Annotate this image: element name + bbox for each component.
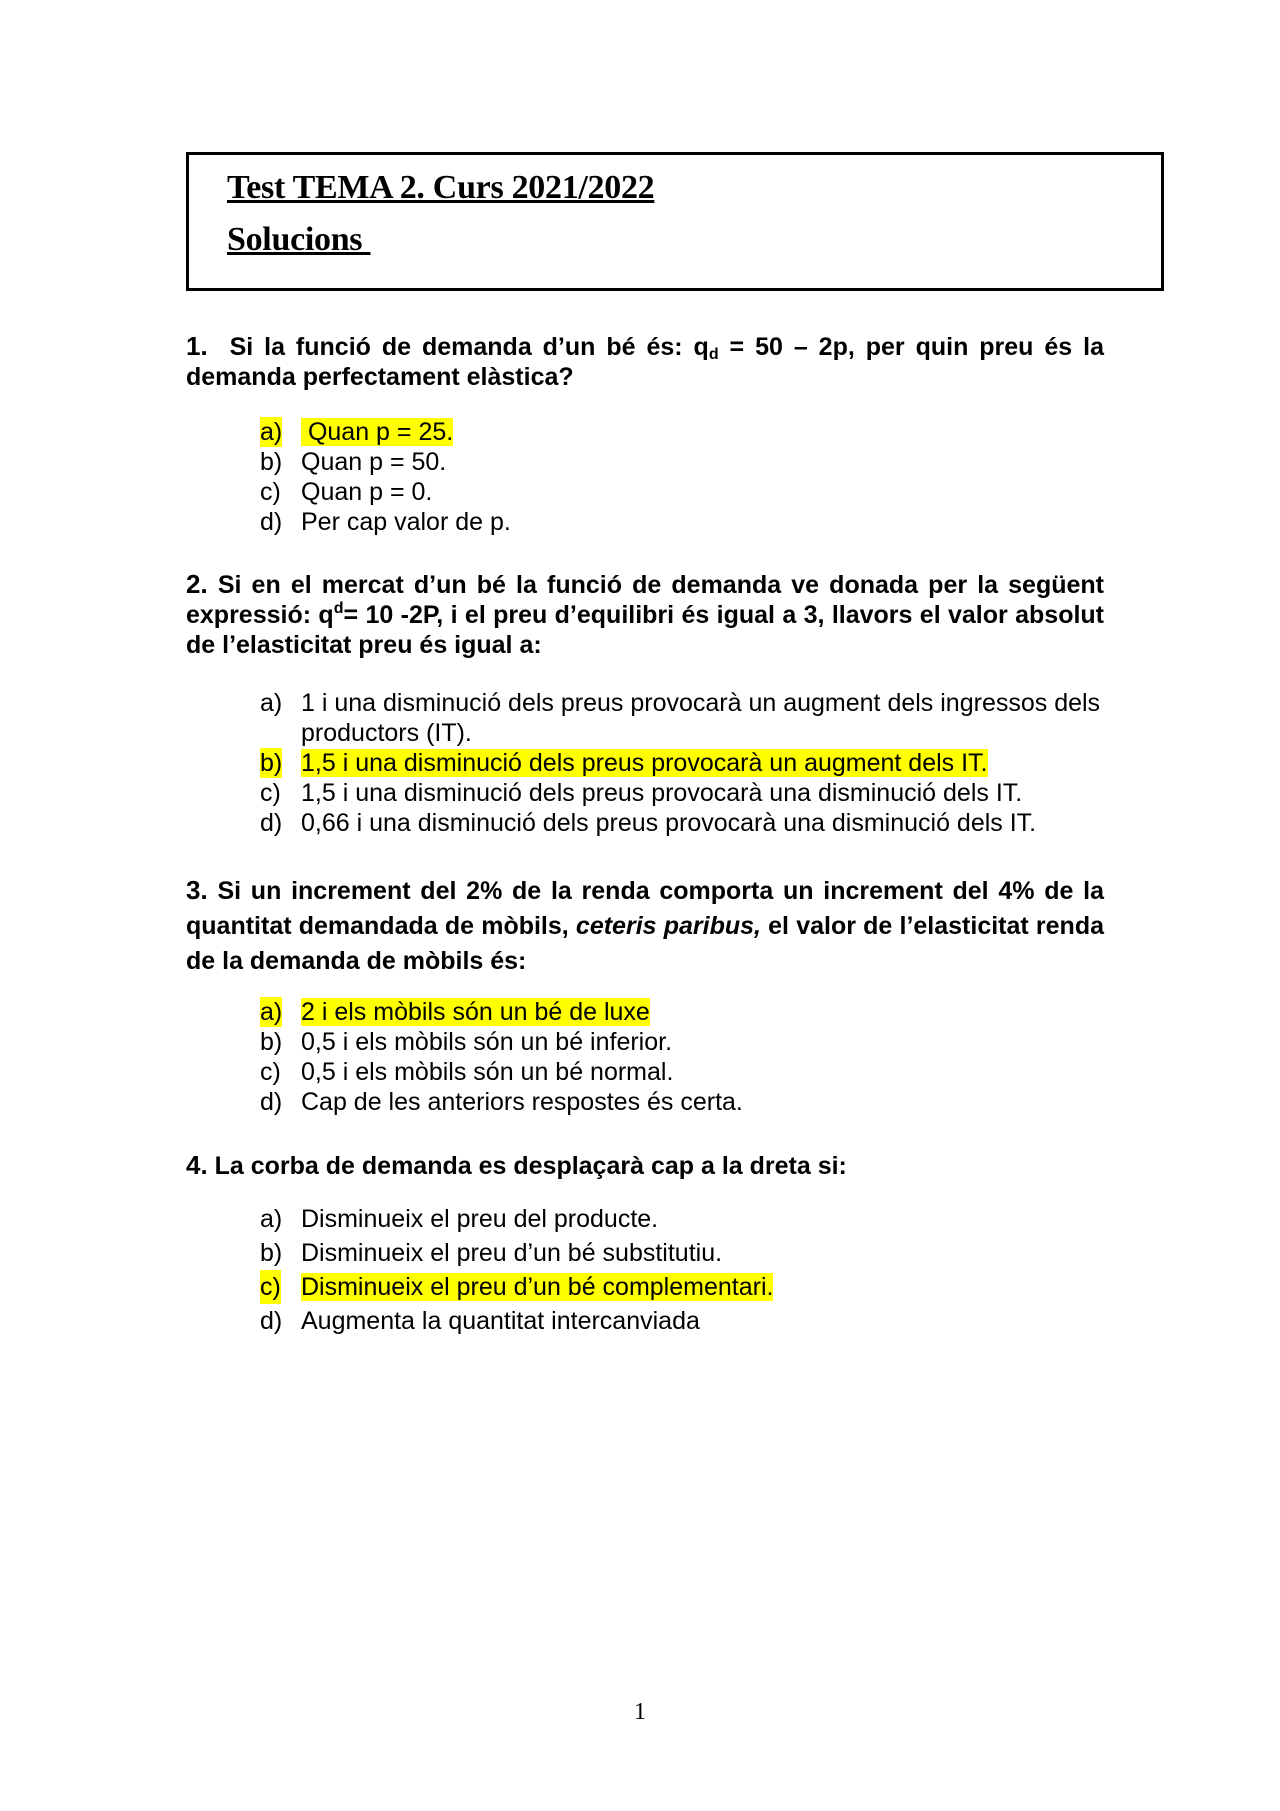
option-letter: d) (260, 1307, 283, 1335)
option-1d[interactable] (260, 507, 511, 537)
option-letter: b) (260, 1028, 283, 1056)
question-text: Si en el mercat d’un bé la funció de demanda ve donada per la següent expressió: q (186, 571, 1104, 629)
option-2a[interactable] (260, 688, 1131, 748)
options-list-1 (260, 417, 511, 537)
option-text: Quan p = 50. (301, 448, 447, 476)
question-2 (186, 569, 1104, 660)
question-text-cont: = 50 – 2p, per quin preu és la demanda perfectament elàstica? (186, 333, 1104, 391)
option-text: Quan p = 25. (301, 418, 453, 446)
question-4 (186, 1150, 1104, 1181)
question-text-cont: el valor de l’elasticitat renda de la demanda de mòbils és: (186, 912, 1104, 975)
option-text: 1,5 i una disminució dels preus provocarà un augment dels IT. (301, 749, 988, 777)
option-text: 1 i una disminució dels preus provocarà un augment dels ingressos dels productors (IT). (301, 689, 1101, 747)
option-letter: c) (260, 478, 281, 506)
option-2c[interactable] (260, 778, 1131, 808)
option-4c[interactable] (260, 1270, 773, 1304)
option-3c[interactable] (260, 1057, 743, 1087)
question-number: 4. (186, 1150, 208, 1180)
option-4b[interactable] (260, 1236, 773, 1270)
option-text: Disminueix el preu d’un bé substitutiu. (301, 1239, 723, 1267)
question-number: 1. (186, 331, 208, 361)
option-text: Disminueix el preu del producte. (301, 1205, 659, 1233)
option-letter: d) (260, 809, 283, 837)
option-3a[interactable] (260, 997, 743, 1027)
options-list-3 (260, 997, 743, 1117)
option-text: Cap de les anteriors respostes és certa. (301, 1088, 743, 1116)
options-list-2 (260, 688, 1131, 838)
question-number: 3. (186, 875, 208, 905)
option-2d[interactable] (260, 808, 1131, 838)
option-letter: a) (260, 998, 283, 1026)
option-1c[interactable] (260, 477, 511, 507)
option-letter: d) (260, 1088, 283, 1116)
option-letter: a) (260, 1205, 283, 1233)
option-1a[interactable] (260, 417, 511, 447)
page-number: 1 (634, 1699, 646, 1725)
option-letter: c) (260, 1058, 281, 1086)
option-text: Disminueix el preu d’un bé complementari. (301, 1273, 774, 1301)
option-text: 0,5 i els mòbils són un bé normal. (301, 1058, 674, 1086)
option-text: 0,5 i els mòbils són un bé inferior. (301, 1028, 673, 1056)
title-box (186, 152, 1164, 291)
option-3d[interactable] (260, 1087, 743, 1117)
option-text: 1,5 i una disminució dels preus provocarà una disminució dels IT. (301, 779, 1023, 807)
question-text: Si un increment del 2% de la renda comporta un increment del 4% de la quantitat demandada de mòbils, (186, 877, 1104, 940)
question-number: 2. (186, 569, 208, 599)
option-letter: b) (260, 448, 283, 476)
question-text: La corba de demanda es desplaçarà cap a la dreta si: (214, 1152, 847, 1180)
option-text: Quan p = 0. (301, 478, 433, 506)
option-letter: b) (260, 749, 283, 777)
document-subtitle: Solucions (227, 221, 371, 258)
option-letter: d) (260, 508, 283, 536)
question-3 (186, 873, 1104, 979)
option-1b[interactable] (260, 447, 511, 477)
option-letter: a) (260, 418, 283, 446)
option-text: Augmenta la quantitat intercanviada (301, 1307, 700, 1335)
option-letter: c) (260, 1270, 281, 1304)
option-3b[interactable] (260, 1027, 743, 1057)
question-text-cont: = 10 -2P, i el preu d’equilibri és igual a 3, llavors el valor absolut de l’elasticitat preu és igual a: (186, 601, 1105, 659)
option-letter: a) (260, 689, 283, 717)
question-text: Si la funció de demanda d’un bé és: q (229, 333, 709, 361)
subscript: d (708, 346, 719, 363)
option-text: Per cap valor de p. (301, 508, 511, 536)
document-title: Test TEMA 2. Curs 2021/2022 (227, 169, 655, 206)
option-letter: c) (260, 779, 281, 807)
option-2b[interactable] (260, 748, 1131, 778)
options-list-4 (260, 1202, 773, 1338)
option-text: 0,66 i una disminució dels preus provocarà una disminució dels IT. (301, 809, 1037, 837)
option-4d[interactable] (260, 1304, 773, 1338)
option-4a[interactable] (260, 1202, 773, 1236)
superscript: d (333, 600, 344, 617)
option-text: 2 i els mòbils són un bé de luxe (301, 998, 650, 1026)
option-letter: b) (260, 1239, 283, 1267)
question-1 (186, 331, 1104, 392)
italic-term: ceteris paribus, (575, 912, 761, 940)
